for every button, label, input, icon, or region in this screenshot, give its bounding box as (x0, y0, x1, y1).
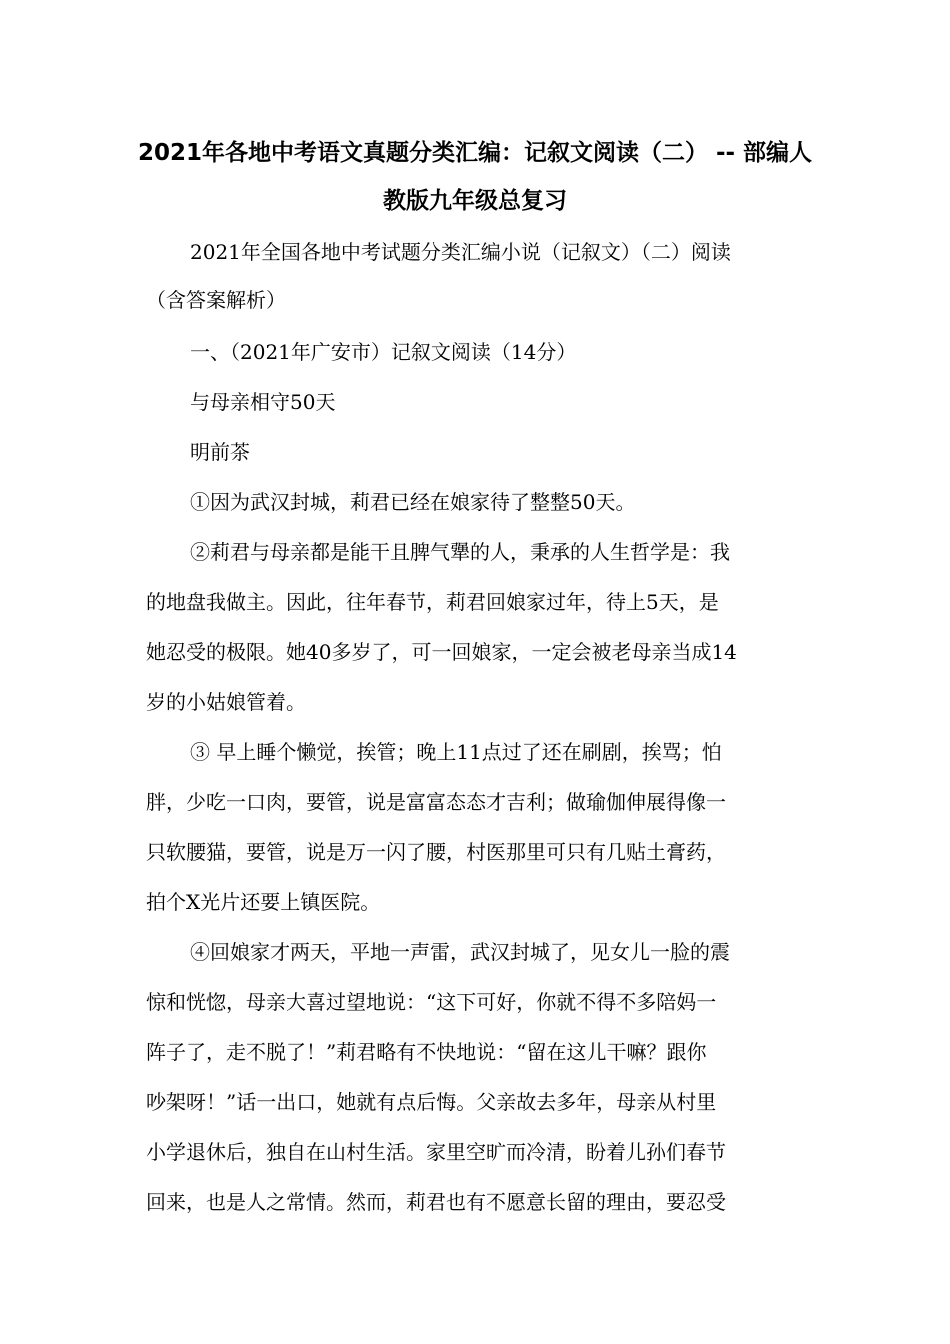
paragraph-4-line: 阵子了，走不脱了！”莉君略有不快地说：“留在这儿干嘛？跟你 (146, 1040, 707, 1064)
paragraph-2-line: 的地盘我做主。因此，往年春节，莉君回娘家过年，待上5天，是 (146, 590, 719, 614)
paragraph-3-line: ③ 早上睡个懒觉，挨管；晚上11点过了还在刷剧，挨骂；怕 (190, 740, 722, 764)
paragraph-4-line: ④回娘家才两天，平地一声雷，武汉封城了，见女儿一脸的震 (190, 940, 730, 964)
document-title-line-2: 教版九年级总复习 (383, 188, 567, 214)
story-title: 与母亲相守50天 (190, 390, 336, 414)
section-heading: 一、（2021年广安市）记叙文阅读（14分） (190, 340, 577, 364)
intro-line: （含答案解析） (146, 288, 286, 312)
paragraph-1-line: ①因为武汉封城，莉君已经在娘家待了整整50天。 (190, 490, 636, 514)
document-title-line-1: 2021年各地中考语文真题分类汇编：记叙文阅读（二） -- 部编人 (137, 140, 813, 166)
paragraph-2-line: 岁的小姑娘管着。 (146, 690, 306, 714)
paragraph-3-line: 只软腰猫，要管，说是万一闪了腰，村医那里可只有几贴土膏药， (146, 840, 726, 864)
paragraph-4-line: 小学退休后，独自在山村生活。家里空旷而冷清，盼着儿孙们春节 (146, 1140, 726, 1164)
paragraph-4-line: 吵架呀！”话一出口，她就有点后悔。父亲故去多年，母亲从村里 (146, 1090, 717, 1114)
paragraph-4-line: 回来，也是人之常情。然而，莉君也有不愿意长留的理由，要忍受 (146, 1190, 726, 1214)
paragraph-4-line: 惊和恍惚，母亲大喜过望地说：“这下可好，你就不得不多陪妈一 (146, 990, 717, 1014)
intro-line: 2021年全国各地中考试题分类汇编小说（记叙文）（二）阅读 (190, 240, 731, 264)
paragraph-3-line: 拍个X光片还要上镇医院。 (146, 890, 381, 914)
paragraph-3-line: 胖，少吃一口肉，要管，说是富富态态才吉利；做瑜伽伸展得像一 (146, 790, 726, 814)
paragraph-2-line: ②莉君与母亲都是能干且脾气犟的人，秉承的人生哲学是：我 (190, 540, 730, 564)
story-author: 明前茶 (190, 440, 250, 464)
paragraph-2-line: 她忍受的极限。她40多岁了，可一回娘家，一定会被老母亲当成14 (146, 640, 737, 664)
